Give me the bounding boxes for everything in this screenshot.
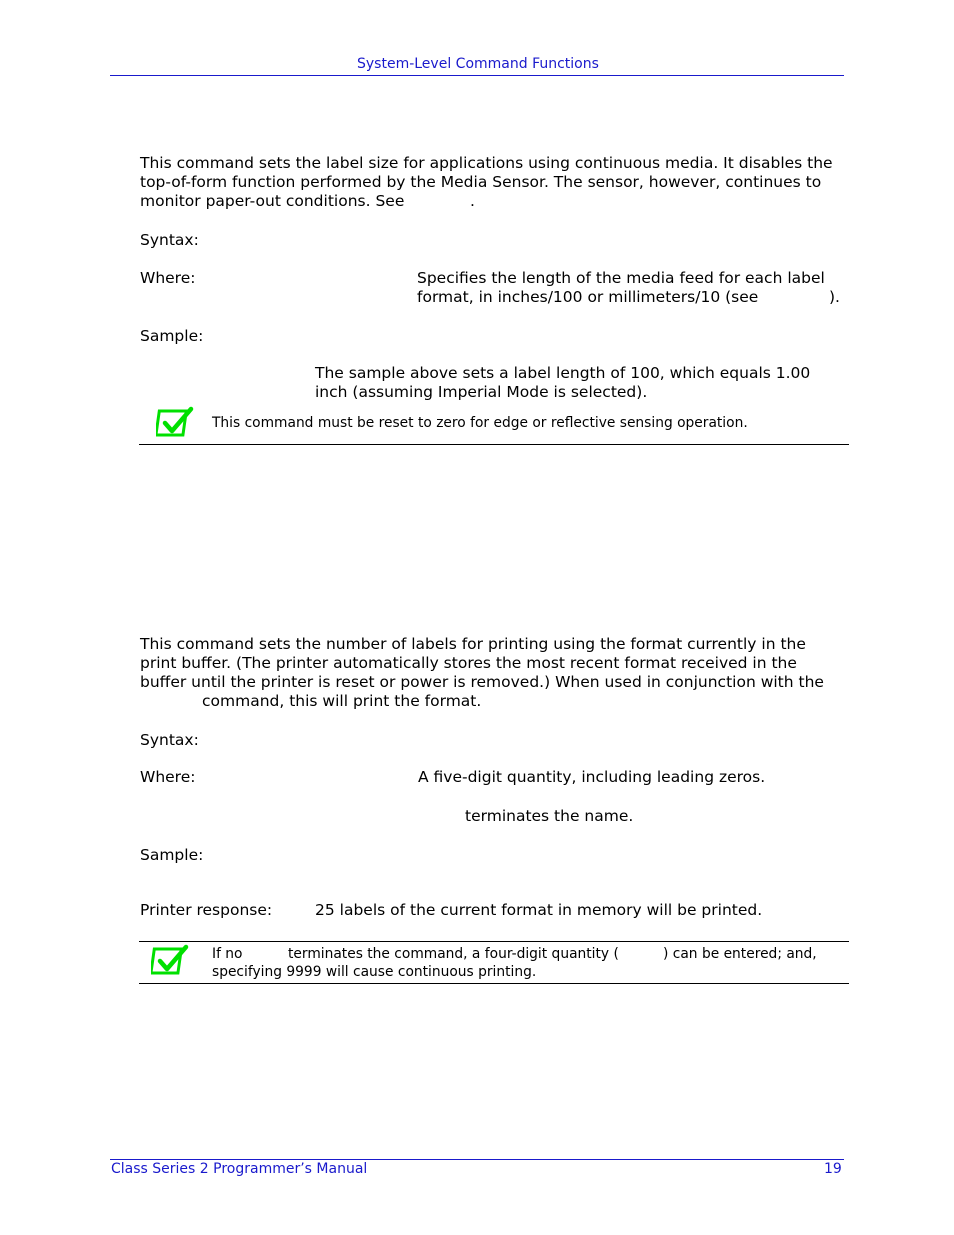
section1-intro-end: . [470, 192, 475, 210]
section2-where-desc: A five-digit quantity, including leading zeros. [418, 768, 766, 786]
section2-intro-line: This command sets the number of labels for printing using the format currently in the [140, 635, 806, 653]
section2-intro [140, 635, 824, 692]
section2-where-label: Where: [140, 768, 196, 786]
section2-sample-label: Sample: [140, 846, 204, 864]
section1-where-desc-line: Specifies the length of the media feed for each label [417, 269, 825, 287]
section2-intro-line: print buffer. (The printer automatically stores the most recent format received in the [140, 654, 797, 672]
section1-intro [140, 154, 833, 211]
section2-note-top-rule [139, 941, 849, 942]
section2-note-line1-c: ) can be entered; and, [663, 946, 817, 962]
section2-intro-line: buffer until the printer is reset or power is removed.) When used in conjunction with the [140, 673, 824, 691]
header-rule [110, 75, 844, 76]
section1-sample-desc [315, 364, 810, 402]
section2-note-bottom-rule [139, 983, 849, 984]
footer-manual-title: Class Series 2 Programmer’s Manual [111, 1161, 368, 1177]
section2-note-line1-a: If no [212, 946, 243, 962]
note-check-icon [156, 406, 196, 438]
section2-note-line1-b: terminates the command, a four-digit quantity ( [288, 946, 619, 962]
footer-rule [110, 1159, 844, 1160]
section1-intro-line: top-of-form function performed by the Media Sensor. The sensor, however, continues to [140, 173, 822, 191]
section1-where-desc-line: format, in inches/100 or millimeters/10 (see [417, 288, 759, 306]
section1-intro-line-text: monitor paper-out conditions. See [140, 192, 405, 210]
section1-where-desc-end: ). [829, 288, 840, 306]
section2-intro-last: command, this will print the format. [202, 692, 482, 710]
section2-response-text: 25 labels of the current format in memory will be printed. [315, 901, 763, 919]
section2-where-desc2: terminates the name. [465, 807, 634, 825]
section1-sample-desc-line: The sample above sets a label length of 100, which equals 1.00 [315, 364, 811, 382]
section1-intro-line: This command sets the label size for applications using continuous media. It disables the [140, 154, 833, 172]
section1-sample-label: Sample: [140, 327, 204, 345]
footer-page-number: 19 [824, 1161, 842, 1177]
section2-note-line2: specifying 9999 will cause continuous printing. [212, 964, 537, 980]
section1-where-label: Where: [140, 269, 196, 287]
section1-note: This command must be reset to zero for edge or reflective sensing operation. [212, 415, 748, 431]
section1-where-desc [417, 269, 825, 307]
section1-syntax-label: Syntax: [140, 231, 199, 249]
running-header: System-Level Command Functions [357, 56, 599, 72]
note-check-icon [151, 944, 191, 976]
section2-syntax-label: Syntax: [140, 731, 199, 749]
section1-bottom-rule [139, 444, 849, 445]
section2-response-label: Printer response: [140, 901, 273, 919]
section1-sample-desc-line: inch (assuming Imperial Mode is selected). [315, 383, 648, 401]
section1-intro-line [140, 192, 833, 211]
